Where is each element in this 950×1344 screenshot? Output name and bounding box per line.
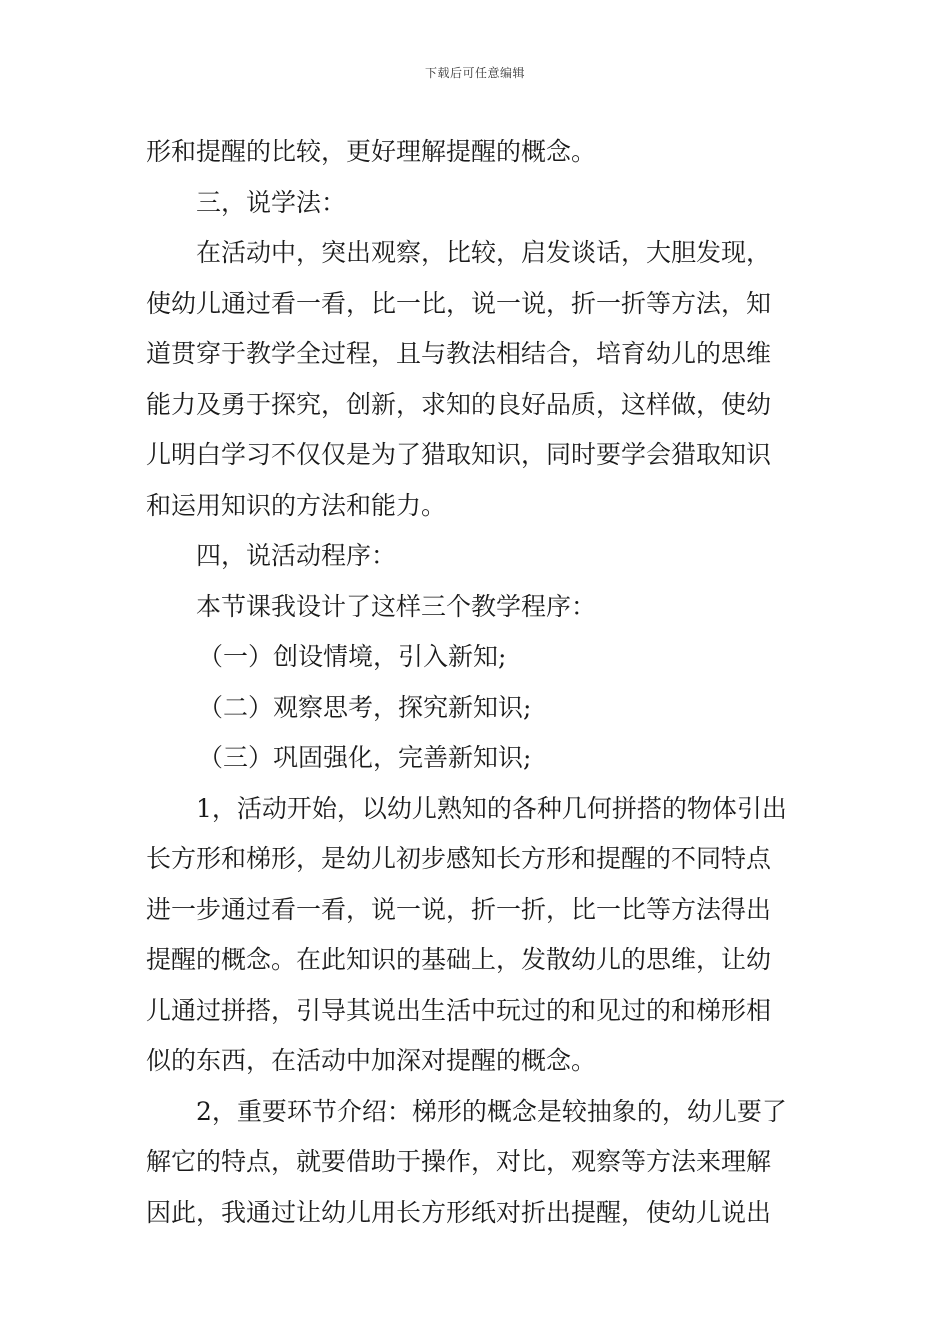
text-line: 进一步通过看一看，说一说，折一折，比一比等方法得出 [146, 894, 772, 924]
section-heading: 四，说活动程序： [196, 541, 397, 570]
text-line: 似的东西，在活动中加深对提醒的概念。 [146, 1046, 597, 1075]
text-line: 道贯穿于教学全过程，且与教法相结合，培育幼儿的思维 [146, 339, 772, 368]
text-line: 使幼儿通过看一看，比一比，说一说，折一折等方法，知 [146, 288, 772, 318]
text-line: 在活动中，突出观察，比较，启发谈话，大胆发现， [196, 238, 772, 267]
text-line: 儿通过拼搭，引导其说出生活中玩过的和见过的和梯形相 [146, 995, 772, 1025]
text-line: 2，重要环节介绍：梯形的概念是较抽象的，幼儿要了 [196, 1096, 787, 1126]
text-line: 形和提醒的比较，更好理解提醒的概念。 [146, 137, 597, 166]
text-line: 儿明白学习不仅仅是为了猎取知识，同时要学会猎取知识 [146, 440, 772, 469]
text-line: 能力及勇于探究，创新，求知的良好品质，这样做，使幼 [146, 389, 772, 419]
list-item: （一）创设情境，引入新知; [198, 642, 507, 671]
text-line: 长方形和梯形，是幼儿初步感知长方形和提醒的不同特点 [146, 844, 772, 873]
text-line: 提醒的概念。在此知识的基础上，发散幼儿的思维，让幼 [146, 945, 772, 974]
text-line: 本节课我设计了这样三个教学程序： [196, 591, 597, 621]
text-line: 解它的特点，就要借助于操作，对比，观察等方法来理解 [146, 1147, 772, 1176]
text-line: 因此，我通过让幼儿用长方形纸对折出提醒，使幼儿说出 [146, 1197, 772, 1227]
text-line: 和运用知识的方法和能力。 [146, 490, 447, 520]
section-heading: 三，说学法： [196, 187, 347, 217]
list-item: （三）巩固强化，完善新知识; [198, 743, 532, 772]
text-line: 1，活动开始，以幼儿熟知的各种几何拼搭的物体引出 [196, 793, 787, 823]
document-body [146, 127, 816, 1238]
page-header: 下载后可任意编辑 [424, 66, 525, 80]
list-item: （二）观察思考，探究新知识; [198, 692, 532, 722]
